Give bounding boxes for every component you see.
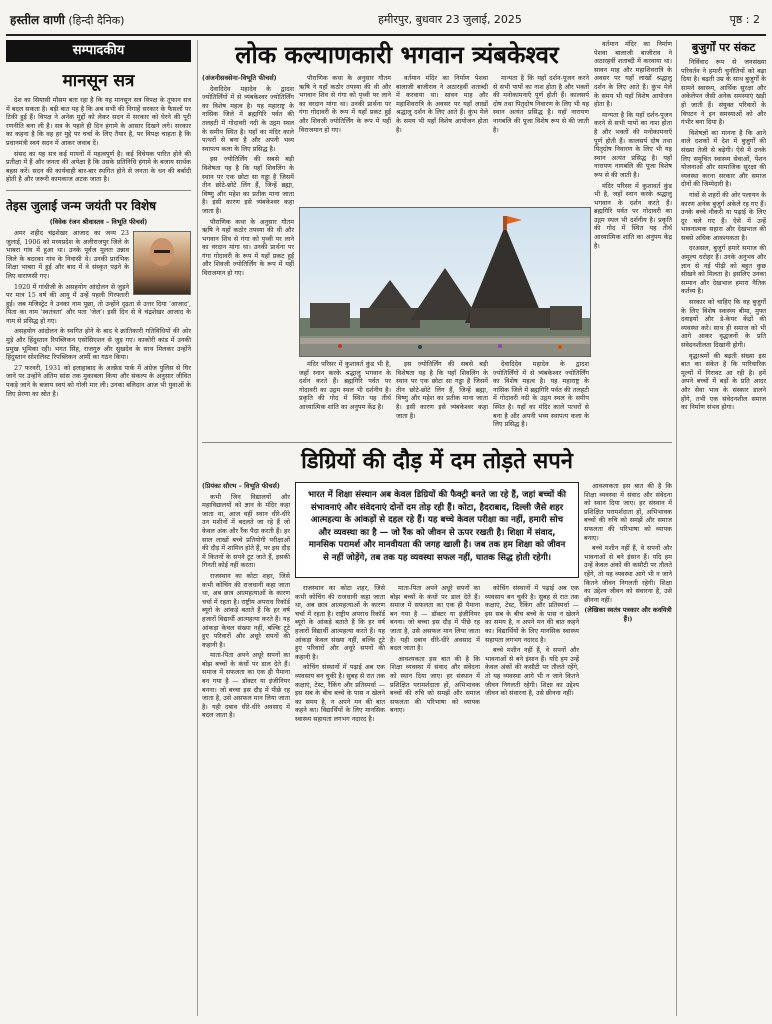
masthead-brand [6, 11, 260, 28]
temple-photo [299, 207, 591, 357]
masthead-type: (हिन्दी दैनिक) [68, 13, 125, 27]
lead-paragraph: मंदिर परिसर में कुशावर्त कुंड भी है, जहाँ स्नान करके श्रद्धालु भगवान के दर्शन करते हैं। ब्रह्मगिरि पर्वत पर गोदावरी का उद्गम स्थल भी दर्शनीय है। प्रकृति की गोद में स्थित यह तीर्थ आध्यात्मिक शांति का अनुपम केंद्र है। [299, 360, 391, 411]
lead-paragraph: वर्तमान मंदिर का निर्माण पेशवा बालाजी बाजीराव ने अठारहवीं शताब्दी में करवाया था। सावन माह और महाशिवरात्रि के अवसर पर यहाँ लाखों श्रद्धालु दर्शन के लिए आते हैं। कुंभ मेले के समय भी यहाँ विशेष आयोजन होता है। [396, 74, 488, 134]
degree-author-note: (लेखिका स्वतंत्र पत्रकार और कवयित्री हैं।) [584, 606, 672, 623]
anniversary-paragraph: 1920 में गांधीजी के असहयोग आंदोलन से जुड़ने पर मात्र 15 वर्ष की आयु में उन्हें पहली गिरफ्तारी हुई। जब मजिस्ट्रेट ने उनका नाम पूछा, तो उन्होंने दृढ़ता से उत्तर दिया 'आजाद', पिता का नाम 'स्वतंत्रता' और पता 'जेल'। इसी दिन से वे चंद्रशेखर आजाद के नाम से प्रसिद्ध हो गए। [6, 282, 191, 325]
lead-paragraph: इस ज्योतिर्लिंग की सबसे बड़ी विशेषता यह है कि यहाँ शिवलिंग के स्थान पर एक छोटा सा गड्ढा है जिसमें तीन छोटे-छोटे लिंग हैं, जिन्हें ब्रह्मा, विष्णु और महेश का प्रतीक माना जाता है। इसी कारण इसे त्र्यंबकेश्वर कहा जाता है। [396, 360, 488, 420]
elders-paragraph: गांवों से शहरों की ओर पलायन के कारण अनेक बुजुर्ग अकेले रह गए हैं। उनके बच्चे नौकरी या पढ़ाई के लिए दूर चले गए हैं। ऐसे में उन्हें भावनात्मक सहारा और देखभाल की सबसे अधिक आवश्यकता है। [681, 190, 766, 242]
degree-paragraph: माता-पिता अपने अधूरे सपनों का बोझ बच्चों के कंधों पर डाल देते हैं। समाज में सफलता का एक ही पैमाना बन गया है — डॉक्टर या इंजीनियर बनना। जो बच्चा इस दौड़ में पीछे रह जाता है, उसे असफल मान लिया जाता है। यही दबाव धीरे-धीरे अवसाद में बदल जाता है। [390, 584, 480, 653]
degree-column-5 [584, 482, 672, 1016]
anniversary-paragraph: अमर शहीद चंद्रशेखर आजाद का जन्म 23 जुलाई, 1906 को मध्यप्रदेश के अलीराजपुर जिले के भाबरा गांव में हुआ था। उनके पूर्वज मूलतः उन्नाव जिले के बदरका गांव के निवासी थे। उनकी प्रारंभिक शिक्षा भाबरा में हुई और बाद में वे संस्कृत पढ़ने के लिए वाराणसी गए। [6, 228, 129, 280]
elders-paragraph: दरअसल, बुजुर्ग हमारे समाज की अमूल्य धरोहर हैं। उनके अनुभव और ज्ञान से नई पीढ़ी को बहुत कुछ सीखने को मिलता है। इसलिए उनका सम्मान और देखभाल हमारा नैतिक कर्तव्य है। [681, 244, 766, 296]
lead-paragraph: मंदिर परिसर में कुशावर्त कुंड भी है, जहाँ स्नान करके श्रद्धालु भगवान के दर्शन करते हैं। ब्रह्मगिरि पर्वत पर गोदावरी का उद्गम स्थल भी दर्शनीय है। प्रकृति की गोद में स्थित यह तीर्थ आध्यात्मिक शांति का अनुपम केंद्र है। [594, 181, 672, 250]
portrait-moustache [154, 250, 170, 253]
degree-paragraph: राजस्थान का कोटा शहर, जिसे कभी कोचिंग की राजधानी कहा जाता था, अब छात्र आत्महत्याओं के कारण चर्चा में रहता है। राष्ट्रीय अपराध रिकॉर्ड ब्यूरो के आंकड़े बताते हैं कि हर वर्ष हजारों विद्यार्थी आत्महत्या करते हैं। यह आंकड़ा केवल संख्या नहीं, बल्कि टूटे हुए परिवारों और अधूरे सपनों की कहानी है। [295, 584, 385, 661]
lead-paragraph: पौराणिक कथा के अनुसार गौतम ऋषि ने यहाँ कठोर तपस्या की थी और भगवान शिव से गंगा को पृथ्वी पर लाने का वरदान मांगा था। उनकी प्रार्थना पर गंगा गोदावरी के रूप में यहाँ प्रकट हुईं और शिवजी ज्योतिर्लिंग के रूप में यहीं विराजमान हो गए। [202, 217, 294, 278]
lead-column-8 [594, 40, 672, 436]
lead-column-3 [396, 74, 488, 204]
anniversary-byline: (विवेक रंजन श्रीवास्तव – विभूति फीचर्स) [49, 217, 148, 226]
elders-paragraph: सरकार को चाहिए कि वह बुजुर्गों के लिए विशेष स्वास्थ्य बीमा, मुफ्त दवाइयों और डे-केयर केंद्रों की व्यवस्था करे। साथ ही समाज को भी आगे आकर वृद्धजनों के प्रति संवेदनशीलता दिखानी होगी। [681, 298, 766, 349]
lead-column-7 [493, 360, 589, 436]
column-divider [676, 40, 677, 1016]
editorial-section-bar: सम्पादकीय [6, 40, 191, 62]
degree-paragraph: कोचिंग संस्थानों में पढ़ाई अब एक व्यवसाय बन चुकी है। सुबह से रात तक कक्षाएं, टेस्ट, रैंकिंग और प्रतिस्पर्धा — इस सब के बीच बच्चे के पास न खेलने का समय है, न अपने मन की बात कहने का। विद्यार्थियों के लिए मानसिक स्वास्थ्य सहायता लगभग नदारद है। [295, 663, 385, 723]
anniversary-title: तेइस जुलाई जन्म जयंती पर विशेष [6, 198, 157, 213]
lead-paragraph: देवादिदेव महादेव के द्वादश ज्योतिर्लिंगों में से त्र्यंबकेश्वर ज्योतिर्लिंग का विशेष महत्व है। यह महाराष्ट्र के नासिक जिले में ब्रह्मगिरि पर्वत की तलहटी में गोदावरी नदी के उद्गम स्थल के समीप स्थित है। यहाँ का मंदिर काले पत्थरों से बना है और अपनी भव्य स्थापत्य कला के लिए प्रसिद्ध है। [202, 84, 294, 153]
degree-title: डिग्रियों की दौड़ में दम तोड़ते सपने [301, 449, 573, 474]
degree-paragraph: आवश्यकता इस बात की है कि शिक्षा व्यवस्था में संवाद और संवेदना को स्थान दिया जाए। हर संस्थान में प्रशिक्षित परामर्शदाता हों, अभिभावक बच्चों की रुचि को समझें और समाज सफलता की परिभाषा को व्यापक बनाए। [390, 654, 480, 715]
degree-column-3 [390, 584, 480, 1016]
lead-paragraph: मान्यता है कि यहाँ दर्शन-पूजन करने से सभी पापों का नाश होता है और भक्तों की मनोकामनाएँ पूर्ण होती हैं। कालसर्प दोष तथा पितृदोष निवारण के लिए भी यह स्थान अत्यंत प्रसिद्ध है। यहाँ नारायण नागबलि की पूजा विशेष रूप से की जाती है। [493, 74, 589, 134]
lead-byline: (अंजनीसक्सेना–विभूति फीचर्स) [202, 74, 277, 82]
editorial-title: मानसून सत्र [62, 71, 135, 91]
lead-column-1 [202, 74, 294, 434]
right-column [681, 40, 766, 1016]
elders-paragraph: वृद्धाश्रमों की बढ़ती संख्या इस बात का संकेत है कि पारिवारिक मूल्यों में गिरावट आ रही है। हमें अपने बच्चों में बड़ों के प्रति आदर और सेवा भाव के संस्कार डालने होंगे, तभी एक संवेदनशील समाज का निर्माण संभव होगा। [681, 351, 766, 412]
temple-illustration [300, 208, 590, 356]
degree-paragraph: माता-पिता अपने अधूरे सपनों का बोझ बच्चों के कंधों पर डाल देते हैं। समाज में सफलता का एक ही पैमाना बन गया है — डॉक्टर या इंजीनियर बनना। जो बच्चा इस दौड़ में पीछे रह जाता है, उसे असफल मान लिया जाता है। यही दबाव धीरे-धीरे अवसाद में बदल जाता है। [202, 651, 290, 720]
lead-paragraph: वर्तमान मंदिर का निर्माण पेशवा बालाजी बाजीराव ने अठारहवीं शताब्दी में करवाया था। सावन माह और महाशिवरात्रि के अवसर पर यहाँ लाखों श्रद्धालु दर्शन के लिए आते हैं। कुंभ मेले के समय भी यहाँ विशेष आयोजन होता है। [594, 40, 672, 109]
lead-paragraph: इस ज्योतिर्लिंग की सबसे बड़ी विशेषता यह है कि यहाँ शिवलिंग के स्थान पर एक छोटा सा गड्ढा है जिसमें तीन छोटे-छोटे लिंग हैं, जिन्हें ब्रह्मा, विष्णु और महेश का प्रतीक माना जाता है। इसी कारण इसे त्र्यंबकेश्वर कहा जाता है। [202, 155, 294, 215]
pull-quote: भारत में शिक्षा संस्थान अब केवल डिग्रियों की फैक्ट्री बनते जा रहे हैं, जहां बच्चों की संभावनाएं और संवेदनाएं दोनों दम तोड़ रही हैं। कोटा, हैदराबाद, दिल्ली जैसे शहर आत्महत्या के आंकड़ों से दहल रहे हैं। यह बच्चे केवल परीक्षा का नहीं, हमारी सोच और व्यवस्था का है — जो रैंक को जीवन से ऊपर रखती है। शिक्षा में संवाद, मानसिक परामर्श और मानवीयता की जगह खाली है। जब तक हम शिक्षा को जीवन से नहीं जोड़ेंगे, तब तक यह व्यवस्था सफल नहीं, घातक सिद्ध होती रहेगी। [295, 482, 579, 578]
page-number: पृष्ठ : 2 [729, 12, 760, 26]
degree-paragraph: बच्चे मशीन नहीं हैं, वे सपनों और भावनाओं से बने इंसान हैं। यदि हम उन्हें केवल अंकों की कसौटी पर तौलते रहेंगे, तो यह व्यवस्था आगे भी न जाने कितने जीवन निगलती रहेगी। शिक्षा का उद्देश्य जीवन को संवारना है, उसे छीनना नहीं। [485, 646, 579, 698]
elders-paragraph: निर्विवाद रूप से जनसंख्या परिवर्तन ने हमारी चुनौतियों को बढ़ा दिया है। बढ़ती उम्र के साथ बुजुर्गों के सामने स्वास्थ्य, आर्थिक सुरक्षा और अकेलेपन जैसी अनेक समस्याएं खड़ी हो जाती हैं। संयुक्त परिवारों के विघटन ने इन समस्याओं को और गंभीर बना दिया है। [681, 58, 766, 127]
dateline: हमीरपुर, बुधवार 23 जुलाई, 2025 [378, 12, 522, 26]
elders-body [681, 58, 766, 412]
column-divider [197, 40, 198, 1016]
editorial-paragraph: संसद का यह सत्र कई मायनों में महत्वपूर्ण है। कई विधेयक पारित होने की प्रतीक्षा में हैं और जनता की अपेक्षा है कि उसके प्रतिनिधि हंगामे के बजाय सार्थक बहस करें। सदन की कार्यवाही बार-बार स्थगित होने से जनता के धन की बर्बादी होती है और जरूरी कामकाज अटक जाता है। [6, 149, 191, 184]
elders-paragraph: विशेषज्ञों का मानना है कि आने वाले दशकों में देश में बुजुर्गों की संख्या तेजी से बढ़ेगी। ऐसे में उनके लिए समुचित स्वास्थ्य सेवाओं, पेंशन योजनाओं और सामाजिक सुरक्षा की व्यवस्था करना सरकार और समाज दोनों की जिम्मेदारी है। [681, 128, 766, 189]
degree-paragraph: कोचिंग संस्थानों में पढ़ाई अब एक व्यवसाय बन चुकी है। सुबह से रात तक कक्षाएं, टेस्ट, रैंकिंग और प्रतिस्पर्धा — इस सब के बीच बच्चे के पास न खेलने का समय है, न अपने मन की बात कहने का। विद्यार्थियों के लिए मानसिक स्वास्थ्य सहायता लगभग नदारद है। [485, 584, 579, 644]
lead-paragraph: पौराणिक कथा के अनुसार गौतम ऋषि ने यहाँ कठोर तपस्या की थी और भगवान शिव से गंगा को पृथ्वी पर लाने का वरदान मांगा था। उनकी प्रार्थना पर गंगा गोदावरी के रूप में यहाँ प्रकट हुईं और शिवजी ज्योतिर्लिंग के रूप में यहीं विराजमान हो गए। [299, 74, 391, 134]
lead-column-4 [493, 74, 589, 204]
left-divider [6, 190, 191, 191]
lead-paragraph: मान्यता है कि यहाँ दर्शन-पूजन करने से सभी पापों का नाश होता है और भक्तों की मनोकामनाएँ पूर्ण होती हैं। कालसर्प दोष तथा पितृदोष निवारण के लिए भी यह स्थान अत्यंत प्रसिद्ध है। यहाँ नारायण नागबलि की पूजा विशेष रूप से की जाती है। [594, 110, 672, 179]
left-column [6, 40, 191, 1016]
degree-column-2 [295, 584, 385, 1016]
editorial-body [6, 96, 191, 184]
elders-title: बुजुर्गों पर संकट [691, 41, 756, 54]
masthead [6, 4, 766, 36]
degree-paragraph: कभी जिन विद्यालयों और महाविद्यालयों को ज्ञान के मंदिर कहा जाता था, आज वहीं स्थान धीरे-धीरे उन मशीनों में बदलते जा रहे हैं जो केवल अंक और रैंक पैदा करती हैं। हर साल लाखों बच्चे प्रतियोगी परीक्षाओं की दौड़ में शामिल होते हैं, पर इस दौड़ में कितनों के सपने टूट जाते हैं, इसकी गिनती कोई नहीं करता। [202, 492, 290, 570]
newspaper-page [6, 4, 766, 1020]
lead-column-6 [396, 360, 488, 436]
lead-title: लोक कल्याणकारी भगवान त्र्यंबकेश्वर [235, 41, 559, 69]
editorial-paragraph: देश का सियासी मौसम बता रहा है कि यह मानसून सत्र विपक्ष के तूफान सत्र में बदल सकता है। बड़ी बात यह है कि अब सभी की निगाहें सरकार के फैसलों पर टिकी हुई हैं। विपक्ष ने अनेक मुद्दों को लेकर सदन में सरकार को घेरने की पूरी रणनीति बना ली है। सत्र के पहले ही दिन हंगामे के आसार दिखने लगे। सरकार का कहना है कि वह हर मुद्दे पर चर्चा के लिए तैयार है, पर विपक्ष चाहता है कि प्रधानमंत्री स्वयं सदन में आकर जवाब दें। [6, 96, 191, 147]
degree-column-1 [202, 482, 290, 1016]
masthead-name: हस्तील वाणी [10, 12, 65, 27]
lead-column-5 [299, 360, 391, 436]
degree-byline: (प्रियंका सौरभ – विभूति फीचर्स) [202, 482, 280, 490]
anniversary-paragraph: असहयोग आंदोलन के स्थगित होने के बाद वे क्रांतिकारी गतिविधियों की ओर मुड़े और हिंदुस्तान रिपब्लिकन एसोसिएशन से जुड़ गए। काकोरी कांड में उनकी प्रमुख भूमिका रही। भगत सिंह, राजगुरु और सुखदेव के साथ मिलकर उन्होंने हिंदुस्तान सोशलिस्ट रिपब्लिकन आर्मी का गठन किया। [6, 327, 191, 362]
story-divider [202, 442, 672, 443]
degree-paragraph: राजस्थान का कोटा शहर, जिसे कभी कोचिंग की राजधानी कहा जाता था, अब छात्र आत्महत्याओं के कारण चर्चा में रहता है। राष्ट्रीय अपराध रिकॉर्ड ब्यूरो के आंकड़े बताते हैं कि हर वर्ष हजारों विद्यार्थी आत्महत्या करते हैं। यह आंकड़ा केवल संख्या नहीं, बल्कि टूटे हुए परिवारों और अधूरे सपनों की कहानी है। [202, 571, 290, 649]
portrait-photo [133, 231, 191, 295]
lead-column-2 [299, 74, 391, 204]
lead-paragraph: देवादिदेव महादेव के द्वादश ज्योतिर्लिंगों में से त्र्यंबकेश्वर ज्योतिर्लिंग का विशेष महत्व है। यह महाराष्ट्र के नासिक जिले में ब्रह्मगिरि पर्वत की तलहटी में गोदावरी नदी के उद्गम स्थल के समीप स्थित है। यहाँ का मंदिर काले पत्थरों से बना है और अपनी भव्य स्थापत्य कला के लिए प्रसिद्ध है। [493, 360, 589, 429]
degree-column-4 [485, 584, 579, 1016]
degree-paragraph: आवश्यकता इस बात की है कि शिक्षा व्यवस्था में संवाद और संवेदना को स्थान दिया जाए। हर संस्थान में प्रशिक्षित परामर्शदाता हों, अभिभावक बच्चों की रुचि को समझें और समाज सफलता की परिभाषा को व्यापक बनाए। [584, 482, 672, 542]
anniversary-paragraph: 27 फरवरी, 1931 को इलाहाबाद के अल्फ्रेड पार्क में अंग्रेज पुलिस से घिर जाने पर उन्होंने अंतिम सांस तक मुकाबला किया और संकल्प के अनुसार जीवित पकड़े जाने के बजाय स्वयं को गोली मार ली। उनका बलिदान आज भी युवाओं के लिए प्रेरणा का स्रोत है। [6, 363, 191, 398]
degree-paragraph: बच्चे मशीन नहीं हैं, वे सपनों और भावनाओं से बने इंसान हैं। यदि हम उन्हें केवल अंकों की कसौटी पर तौलते रहेंगे, तो यह व्यवस्था आगे भी न जाने कितने जीवन निगलती रहेगी। शिक्षा का उद्देश्य जीवन को संवारना है, उसे छीनना नहीं। [584, 544, 672, 604]
